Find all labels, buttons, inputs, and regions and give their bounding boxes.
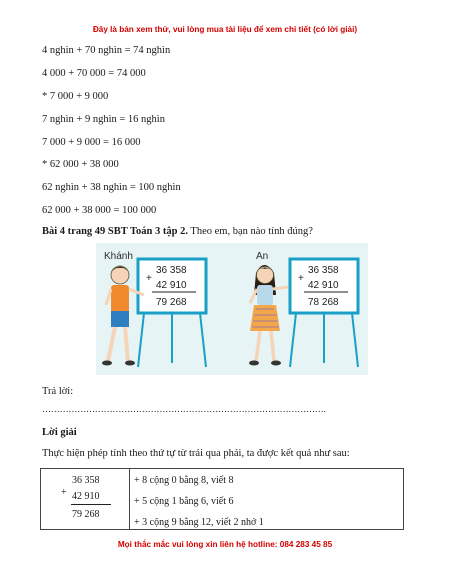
- header-notice: Đây là bản xem thử, vui lòng mua tài liệu để xem chi tiết (có lời giải): [92, 25, 358, 34]
- column-addend2: 42 910: [72, 491, 100, 502]
- calc-line-5: 7 000 + 9 000 = 16 000: [42, 137, 141, 148]
- calc-line-3: * 7 000 + 9 000: [42, 91, 109, 102]
- right-addend1: 36 358: [308, 265, 339, 276]
- right-addend2: 42 910: [308, 280, 339, 291]
- calc-line-6: * 62 000 + 38 000: [42, 159, 119, 170]
- step-3: + 3 cộng 9 bằng 12, viết 2 nhớ 1: [134, 517, 264, 528]
- left-addend2: 42 910: [156, 280, 187, 291]
- left-sign: +: [146, 273, 152, 284]
- left-name: Khánh: [104, 251, 133, 262]
- right-name: An: [256, 251, 269, 262]
- illustration: [96, 243, 368, 375]
- solution-intro: Thực hiện phép tính theo thứ tự từ trái qua phải, ta được kết quả như sau:: [42, 448, 350, 459]
- answer-label: Trả lời:: [42, 386, 74, 397]
- step-1: + 8 cộng 0 bằng 8, viết 8: [134, 475, 234, 486]
- exercise-question: Theo em, bạn nào tính đúng?: [187, 226, 313, 237]
- illustration-svg: [96, 243, 368, 375]
- exercise-title: Bài 4 trang 49 SBT Toán 3 tập 2.: [42, 226, 188, 237]
- step-2: + 5 cộng 1 bằng 6, viết 6: [134, 496, 234, 507]
- girl-figure: [249, 251, 288, 366]
- calc-line-7: 62 nghìn + 38 nghìn = 100 nghìn: [42, 182, 181, 193]
- right-result: 78 268: [308, 297, 339, 308]
- column-result: 79 268: [72, 509, 100, 520]
- calc-line-2: 4 000 + 70 000 = 74 000: [42, 68, 146, 79]
- solution-table: [40, 468, 404, 530]
- column-sign: +: [61, 487, 67, 498]
- left-board: [138, 259, 206, 367]
- left-result: 79 268: [156, 297, 187, 308]
- right-sign: +: [298, 273, 304, 284]
- calc-line-4: 7 nghìn + 9 nghìn = 16 nghìn: [42, 114, 165, 125]
- right-board: [290, 259, 358, 367]
- solution-heading: Lời giải: [42, 427, 77, 438]
- calc-line-8: 62 000 + 38 000 = 100 000: [42, 205, 157, 216]
- exercise-heading: [42, 226, 313, 237]
- footer-notice: Mọi thắc mắc vui lòng xin liên hệ hotline: 084 283 45 85: [117, 540, 333, 549]
- calc-line-1: 4 nghìn + 70 nghìn = 74 nghìn: [42, 45, 171, 56]
- answer-blank: …………………………………………………………………………………….: [42, 404, 326, 414]
- column-underline: [71, 504, 111, 505]
- table-divider: [129, 469, 130, 529]
- left-addend1: 36 358: [156, 265, 187, 276]
- column-addend1: 36 358: [72, 475, 100, 486]
